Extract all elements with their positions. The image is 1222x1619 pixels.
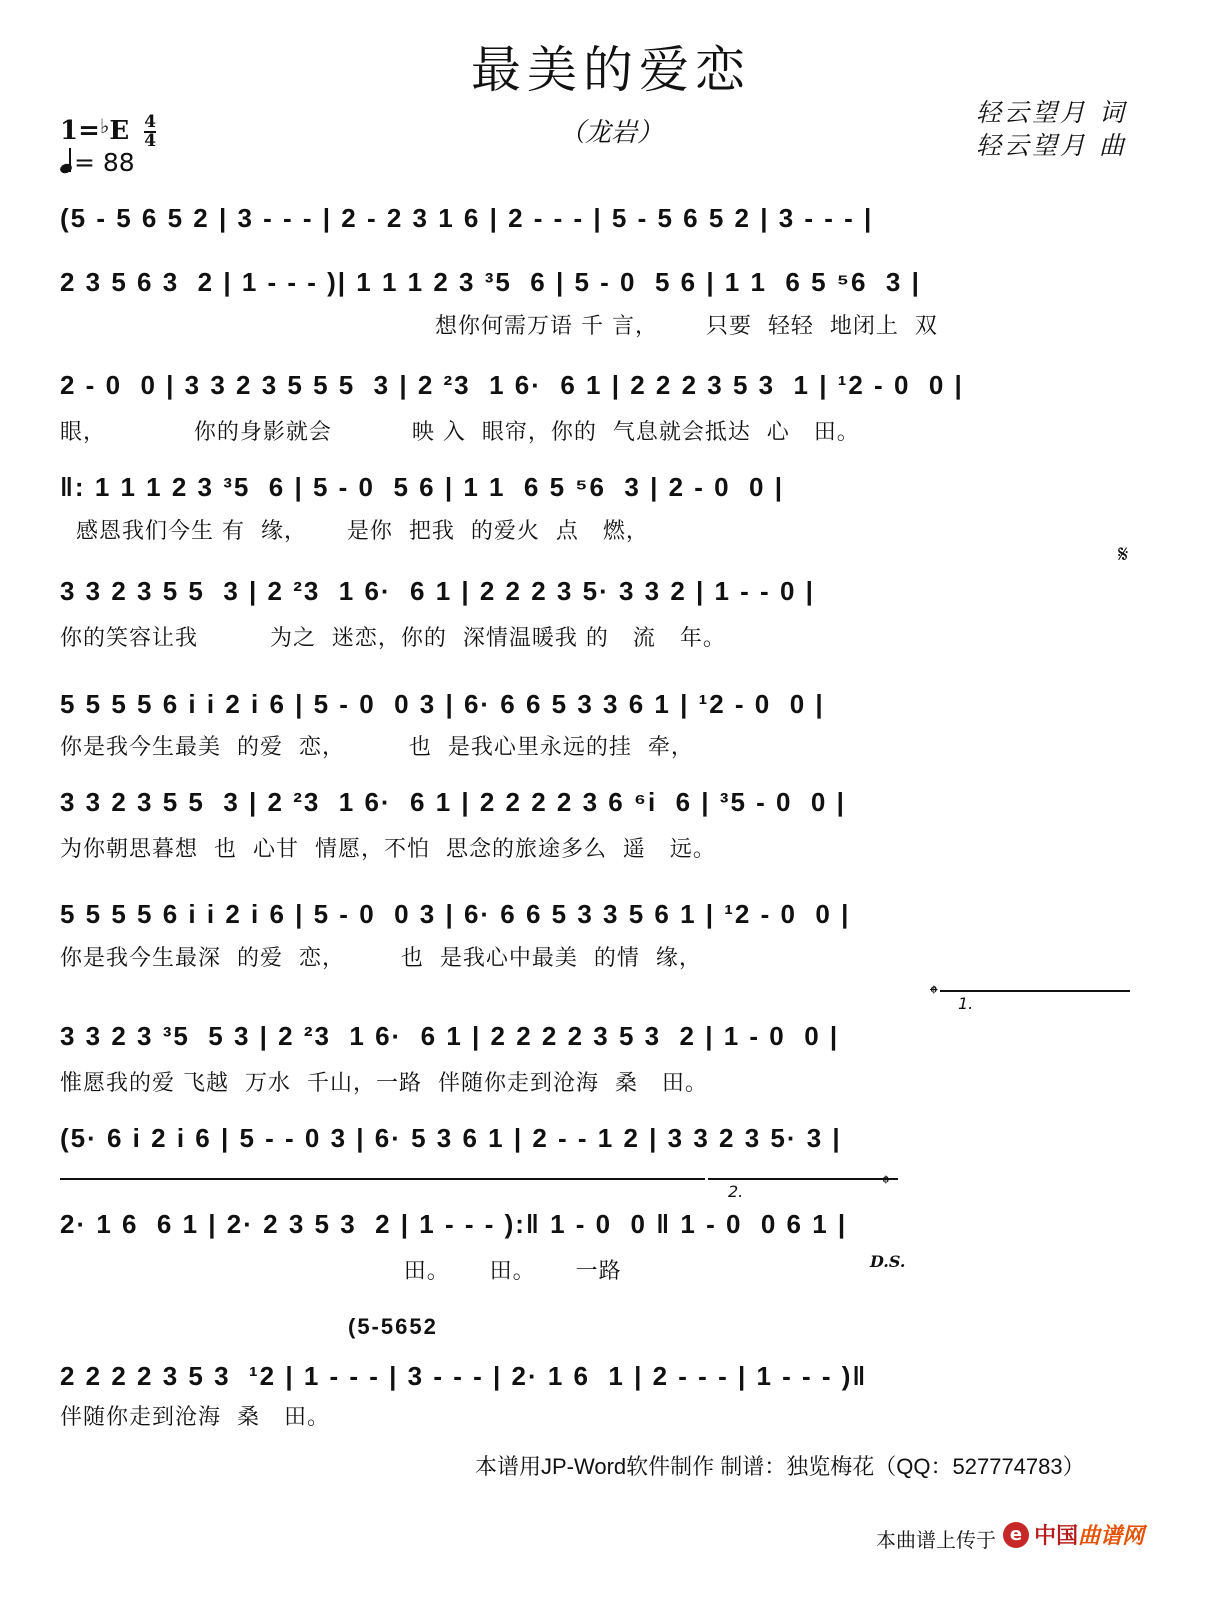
time-signature [144, 114, 156, 150]
composer-credit: 轻云望月 曲 [976, 131, 1127, 160]
staff-line-1: (5 - 5 6 5 2 | 3 - - - | 2 - 2 3 1 6 | 2 - - - | 5 - 5 6 5 2 | 3 - - - | [60, 203, 874, 233]
coda-icon-2: 𝄌 [882, 1172, 890, 1197]
lyric-line-6: 你是我今生最美 的爱 恋， 也 是我心里永远的挂 牵， [60, 735, 694, 760]
flat-sign: ♭ [99, 114, 110, 138]
lyric-line-9: 惟愿我的爱 飞越 万水 千山，一路 伴随你走到沧海 桑 田。 [60, 1071, 708, 1096]
coda-icon: 𝄌 [930, 982, 938, 1007]
volta-2-label: 2. [728, 1182, 744, 1201]
lyric-line-12: 伴随你走到沧海 桑 田。 [60, 1405, 330, 1430]
key-prefix: 1= [60, 116, 100, 146]
staff-line-11: 2· 1 6 6 1 | 2· 2 3 5 3 2 | 1 - - - ):‖ 1 - 0 0 ‖ 1 - 0 0 6 1 | [60, 1209, 848, 1239]
staff-line-2: 2 3 5 6 3 2 | 1 - - - )| 1 1 1 2 3 ³5 6 | 5 - 0 5 6 | 1 1 6 5 ⁵6 3 | [60, 267, 921, 297]
key-signature [60, 114, 156, 150]
staff-line-7: 3 3 2 3 5 5 3 | 2 ²3 1 6· 6 1 | 2 2 2 2 3 6 ⁶i 6 | ³5 - 0 0 | [60, 787, 846, 817]
staff-line-5: 3 3 2 3 5 5 3 | 2 ²3 1 6· 6 1 | 2 2 2 3 5· 3 3 2 | 1 - - 0 | [60, 576, 815, 606]
time-denominator: 4 [144, 131, 157, 151]
staff-line-4: ‖: 1 1 1 2 3 ³5 6 | 5 - 0 5 6 | 1 1 6 5 ⁵6 3 | 2 - 0 0 | [60, 472, 785, 502]
lyric-line-4: 感恩我们今生 有 缘， 是你 把我 的爱火 点 燃， [60, 519, 649, 544]
lyric-line-7: 为你朝思暮想 也 心甘 情愿，不怕 思念的旅途多么 遥 远。 [60, 837, 716, 862]
footer-credit: 本谱用JP-Word软件制作 制谱：独览梅花（QQ：527774783） [475, 1454, 1085, 1479]
segno-icon: 𝄋 [1118, 540, 1129, 568]
staff-line-8: 5 5 5 5 6 i i 2 i 6 | 5 - 0 0 3 | 6· 6 6 5 3 3 5 6 1 | ¹2 - 0 0 | [60, 899, 851, 929]
lyric-line-11: 田。 田。 一路 [60, 1259, 622, 1284]
staff-line-10: (5· 6 i 2 i 6 | 5 - - 0 3 | 6· 5 3 6 1 | 2 - - 1 2 | 3 3 2 3 5· 3 | [60, 1123, 842, 1153]
tempo-value: = 88 [74, 148, 135, 177]
logo-text-qupu: 曲谱网 [1078, 1524, 1145, 1549]
volta-line [60, 1178, 705, 1180]
logo-mark-icon: e [1003, 1522, 1029, 1548]
subtitle: （龙岩） [558, 118, 663, 148]
logo-text-cn: 中国 [1034, 1524, 1079, 1549]
staff-line-9: 3 3 2 3 ³5 5 3 | 2 ²3 1 6· 6 1 | 2 2 2 2 3 5 3 2 | 1 - 0 0 | [60, 1021, 840, 1051]
lyric-line-3: 眼， 你的身影就会 映 入 眼帘，你的 气息就会抵达 心 田。 [60, 420, 860, 445]
volta-1-label: 1. [958, 994, 974, 1013]
key-note: E [109, 116, 130, 146]
volta-1-bracket [940, 990, 1130, 992]
staff-line-12: 2 2 2 2 3 5 3 ¹2 | 1 - - - | 3 - - - | 2· 1 6 1 | 2 - - - | 1 - - - )‖ [60, 1361, 868, 1391]
lyric-line-2: 想你何需万语 千 言， 只要 轻轻 地闭上 双 [435, 314, 938, 339]
lyric-line-5: 你的笑容让我 为之 迷恋，你的 深情温暖我 的 流 年。 [60, 626, 726, 651]
source-prefix: 本曲谱上传于 [876, 1528, 996, 1552]
staff-line-6: 5 5 5 5 6 i i 2 i 6 | 5 - 0 0 3 | 6· 6 6 5 3 3 6 1 | ¹2 - 0 0 | [60, 689, 825, 719]
site-logo[interactable] [1003, 1519, 1144, 1551]
ds-marking: D.S. [870, 1252, 906, 1271]
tempo-marking [60, 148, 135, 177]
quarter-note-stem [69, 148, 71, 172]
lyric-line-8: 你是我今生最深 的爱 恋， 也 是我心中最美 的情 缘， [60, 946, 702, 971]
page-title: 最美的爱恋 [471, 41, 751, 99]
ending-phrase: (5-5652 [348, 1314, 438, 1339]
staff-line-3: 2 - 0 0 | 3 3 2 3 5 5 5 3 | 2 ²3 1 6· 6 1 | 2 2 2 3 5 3 1 | ¹2 - 0 0 | [60, 370, 964, 400]
time-numerator: 4 [144, 112, 157, 132]
lyricist-credit: 轻云望月 词 [976, 98, 1127, 127]
quarter-note-icon [59, 162, 73, 175]
volta-2-bracket [708, 1178, 898, 1180]
